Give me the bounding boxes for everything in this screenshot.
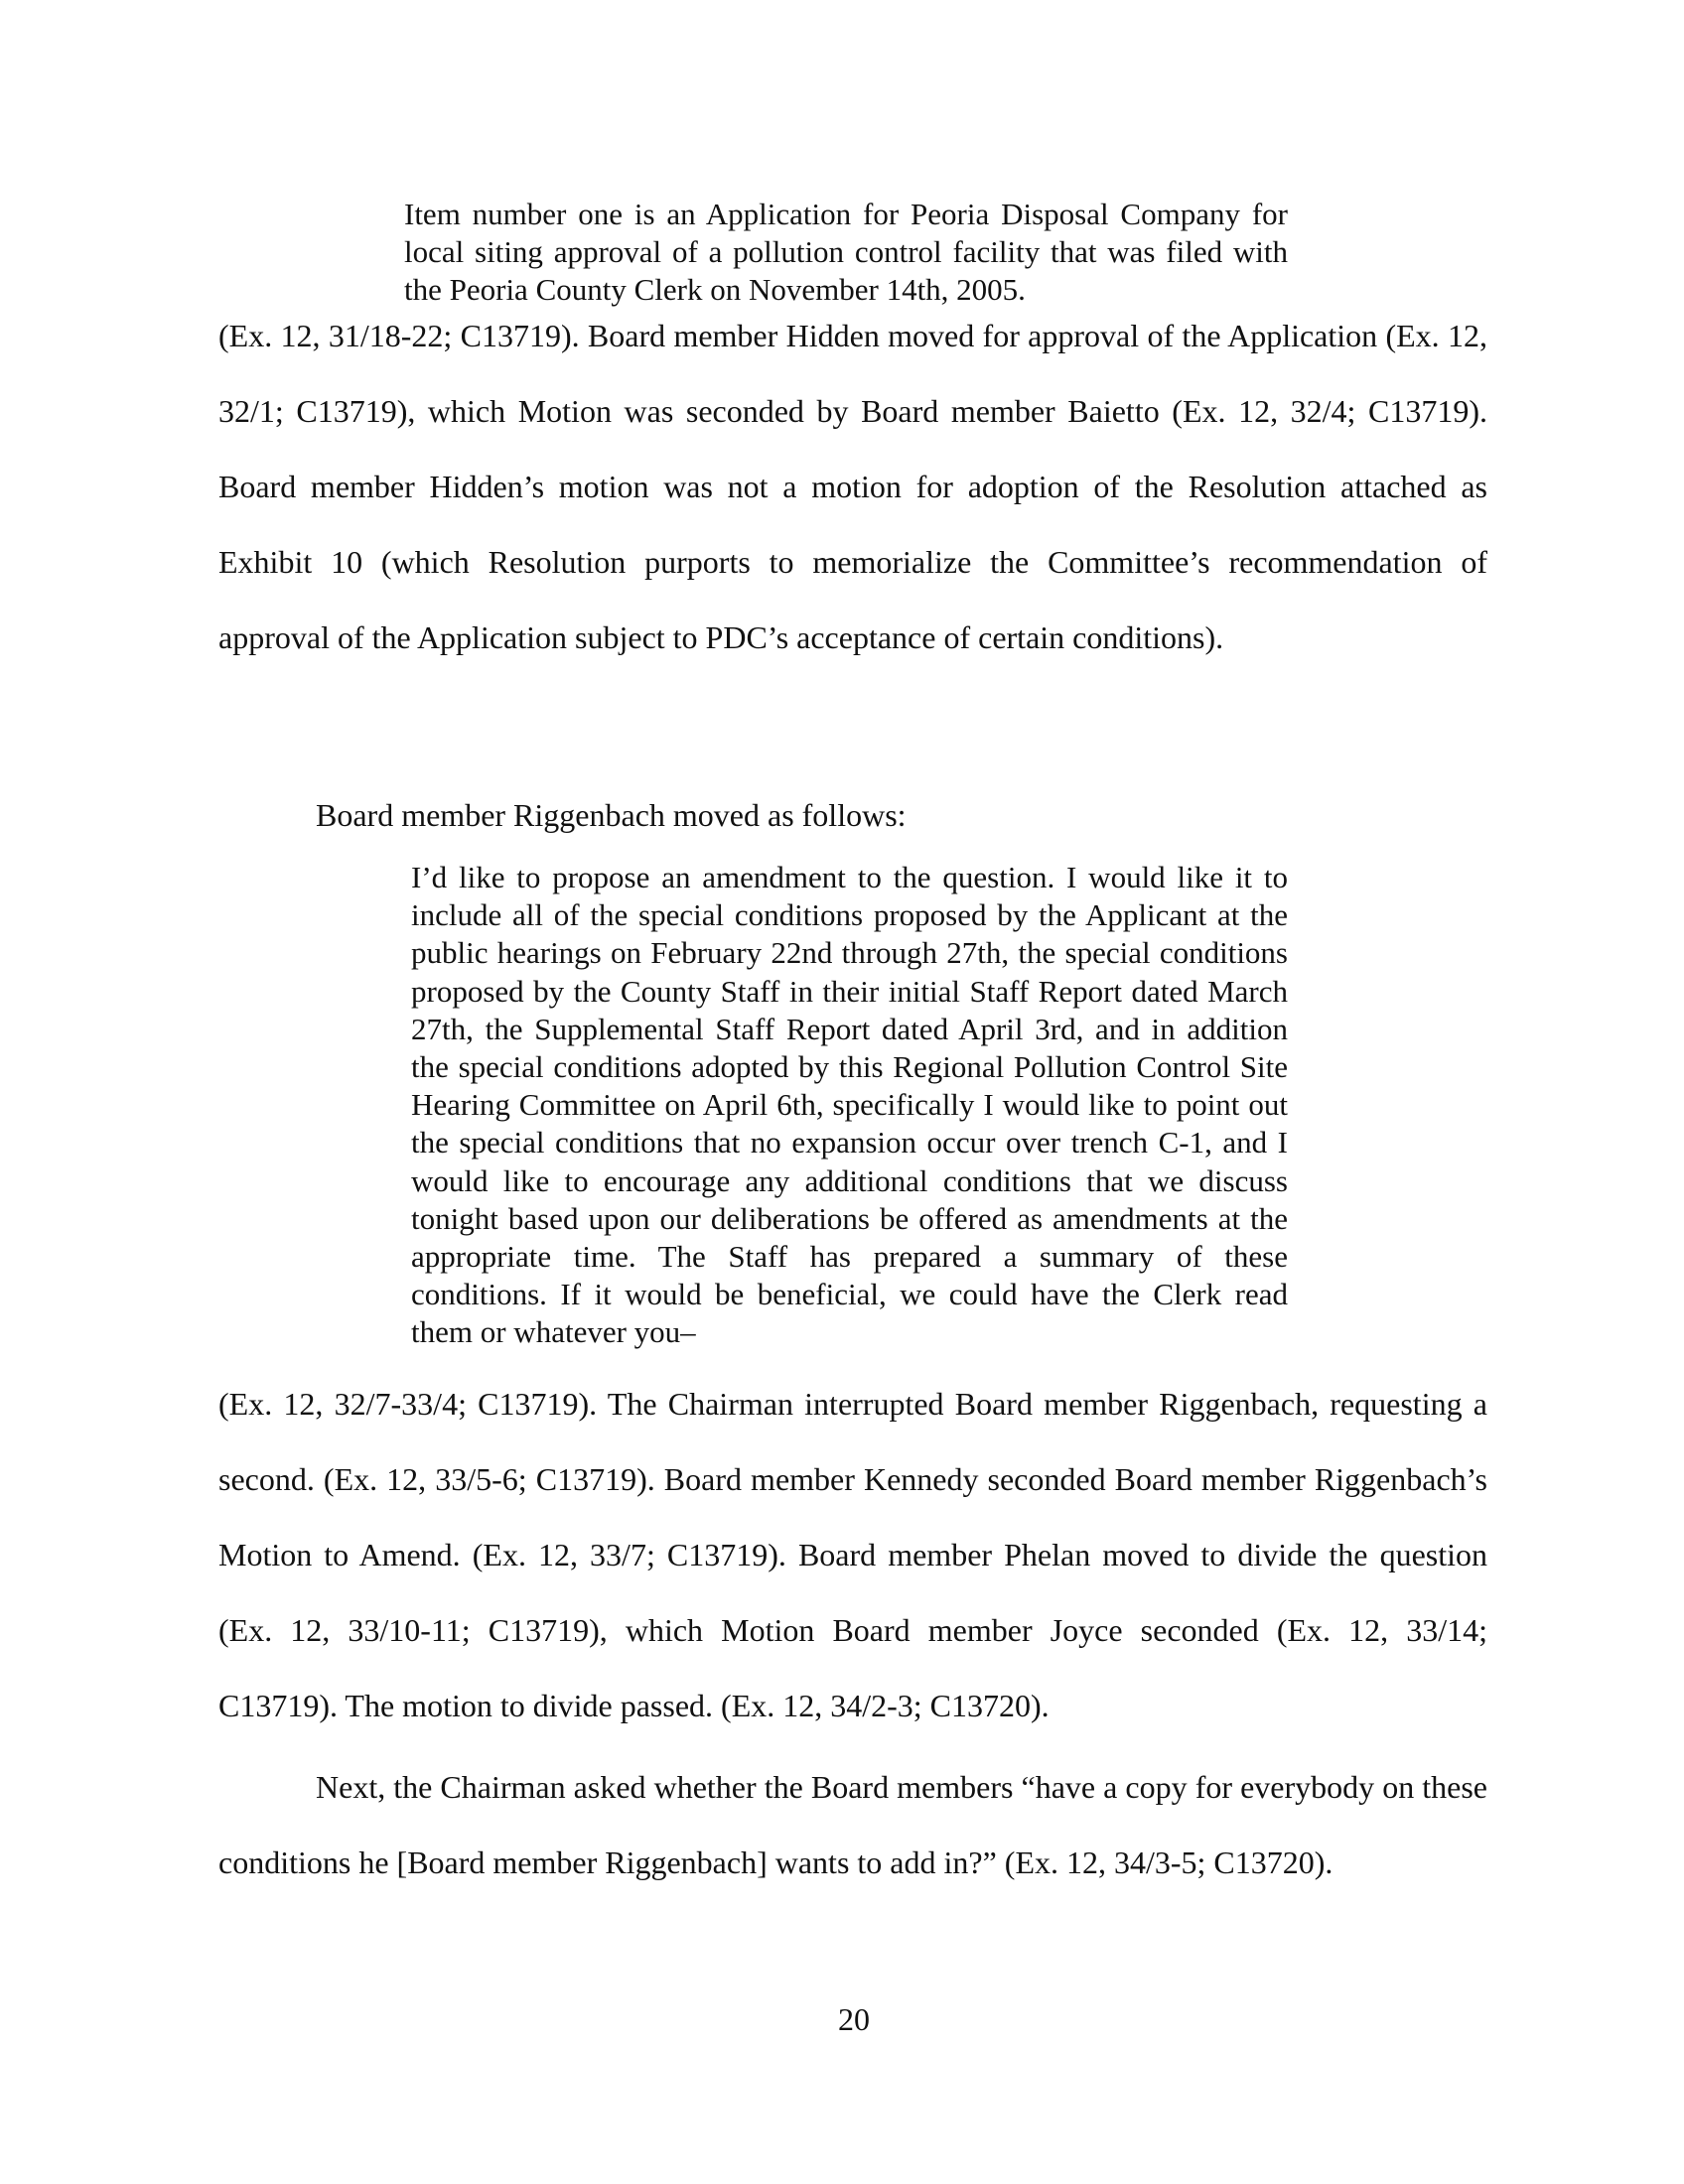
paragraph-riggenbach-intro: Board member Riggenbach moved as follows:: [316, 797, 907, 833]
page-number: 20: [838, 2001, 870, 2037]
block-quote-item-one: Item number one is an Application for Peoria Disposal Company for local siting approval of a pollution control facility that was filed with the Peoria County Clerk on November 14th, 2005.: [404, 197, 1288, 307]
paragraph-motion-to-divide: (Ex. 12, 32/7-33/4; C13719). The Chairman interrupted Board member Riggenbach, requesting a second. (Ex. 12, 33/5-6; C13719). Board member Kennedy seconded Board member Riggenbach’s Motion to Amend. (Ex. 12, 33/7; C13719). Board member Phelan moved to divide the question (Ex. 12, 33/10-11; C13719), which Motion Board member Joyce seconded (Ex. 12, 33/14; C13719). The motion to divide passed. (Ex. 12, 34/2-3; C13720).: [218, 1386, 1487, 1723]
block-quote-riggenbach-amendment: I’d like to propose an amendment to the question. I would like it to include all of the special conditions proposed by the Applicant at the public hearings on February 22nd through 27th, the special conditions proposed by the County Staff in their initial Staff Report dated March 27th, the Supplemental Staff Report dated April 3rd, and in addition the special conditions adopted by this Regional Pollution Control Site Hearing Committee on April 6th, specifically I would like to point out the special conditions that no expansion occur over trench C-1, and I would like to encourage any additional conditions that we discuss tonight based upon our deliberations be offered as amendments at the appropriate time. The Staff has prepared a summary of these conditions. If it would be beneficial, we could have the Clerk read them or whatever you–: [411, 860, 1288, 1350]
paragraph-chairman-question: Next, the Chairman asked whether the Board members “have a copy for everybody on these conditions he [Board member Riggenbach] wants to add in?” (Ex. 12, 34/3-5; C13720).: [218, 1769, 1487, 1880]
paragraph-hidden-motion: (Ex. 12, 31/18-22; C13719). Board member Hidden moved for approval of the Application (Ex. 12, 32/1; C13719), which Motion was seconded by Board member Baietto (Ex. 12, 32/4; C13719). Board member Hidden’s motion was not a motion for adoption of the Resolution attached as Exhibit 10 (which Resolution purports to memorialize the Committee’s recommendation of approval of the Application subject to PDC’s acceptance of certain conditions).: [218, 318, 1487, 655]
